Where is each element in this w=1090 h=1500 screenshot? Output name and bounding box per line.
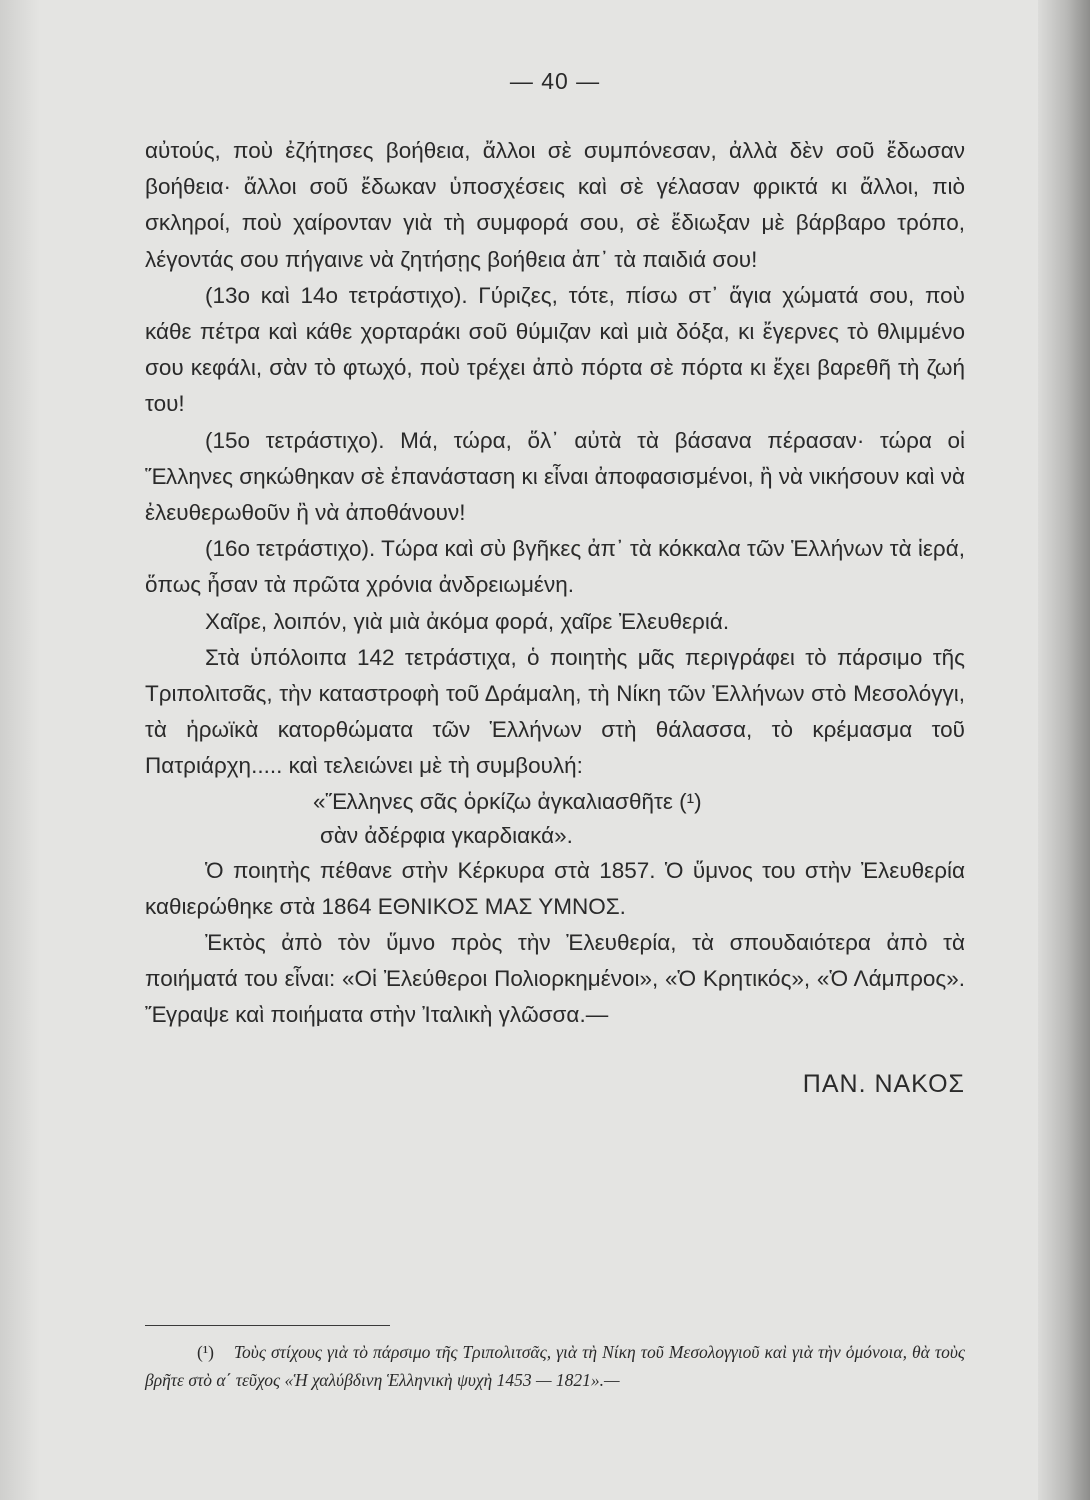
paragraph-3: (15ο τετράστιχο). Μά, τώρα, ὅλ᾽ αὐτὰ τὰ βάσανα πέρασαν· τώρα οἱ Ἕλληνες σηκώθηκαν σὲ ἐπανάσταση κι εἶναι ἀποφασισμένοι, ἢ νὰ νικήσουν καὶ νὰ ἐλευθερωθοῦν ἢ νὰ ἀποθάνουν! <box>145 427 965 526</box>
paragraph-6: Στὰ ὑπόλοιπα 142 τετράστιχα, ὁ ποιητὴς μᾶς περιγράφει τὸ πάρσιμο τῆς Τριπολιτσᾶς, τὴν καταστροφὴ τοῦ Δράμαλη, τὴ Νίκη τῶν Ἑλλήνων στὸ Μεσολόγγι, τὰ ἡρωϊκὰ κατορθώματα τῶν Ἑλλήνων στὴ θάλασσα, τὸ κρέμασμα τοῦ Πατριάρχη..... καὶ τελειώνει μὲ τὴ συμβουλή: <box>145 644 965 779</box>
footnote-text: Τοὺς στίχους γιὰ τὸ πάρσιμο τῆς Τριπολιτσᾶς, γιὰ τὴ Νίκη τοῦ Μεσολογγιοῦ καὶ γιὰ τὴν ὁμόνοια, θὰ τοὺς βρῆτε στὸ α΄ τεῦχος «Ἡ χαλύβδινη Ἑλληνικὴ ψυχὴ 1453 — 1821».— <box>145 1342 965 1390</box>
paragraph-7: Ὁ ποιητὴς πέθανε στὴν Κέρκυρα στὰ 1857. Ὁ ὕμνος του στὴν Ἐλευθερία καθιερώθηκε στὰ 1864 ΕΘΝΙΚΟΣ ΜΑΣ ΥΜΝΟΣ. <box>145 857 965 919</box>
paragraph-4: (16ο τετράστιχο). Τώρα καὶ σὺ βγῆκες ἀπ᾽ τὰ κόκκαλα τῶν Ἑλλήνων τὰ ἱερά, ὅπως ἦσαν τὰ πρῶτα χρόνια ἀνδρειωμένη. <box>145 536 965 598</box>
author-signature: ΠΑΝ. ΝΑΚΟΣ <box>802 1069 965 1098</box>
page-left-shadow <box>0 0 40 1500</box>
paragraph-1: αὐτούς, ποὺ ἐζήτησες βοήθεια, ἄλλοι σὲ συμπόνεσαν, ἀλλὰ δὲν σοῦ ἔδωσαν βοήθεια· ἄλλοι σοῦ ἔδωκαν ὑποσχέσεις καὶ σὲ γέλασαν φρικτά κι ἄλλοι, πιὸ σκληροί, ποὺ χαίρονταν γιὰ τὴ συμφορά σου, σὲ ἔδιωξαν μὲ βάρβαρο τρόπο, λέγοντάς σου πήγαινε νὰ ζητήσῃς βοήθεια ἀπ᾽ τὰ παιδιά σου! <box>145 138 965 272</box>
paragraph-2: (13ο καὶ 14ο τετράστιχο). Γύριζες, τότε, πίσω στ᾽ ἅγια χώματά σου, ποὺ κάθε πέτρα καὶ κάθε χορταράκι σοῦ θύμιζαν καὶ μιὰ δόξα, κι ἔγερνες τὸ θλιμμένο σου κεφάλι, σὰν τὸ φτωχό, ποὺ τρέχει ἀπὸ πόρτα σὲ πόρτα κι ἔχει βαρεθῆ τὴ ζωή του! <box>145 282 965 417</box>
paragraph-8: Ἐκτὸς ἀπὸ τὸν ὕμνο πρὸς τὴν Ἐλευθερία, τὰ σπουδαιότερα ἀπὸ τὰ ποιήματά του εἶναι: «Οἱ Ἐλεύθεροι Πολιορκημένοι», «Ὁ Κρητικός», «Ὁ Λάμπρος». Ἔγραψε καὶ ποιήματα στὴν Ἰταλικὴ γλῶσσα.— <box>145 930 965 1028</box>
page-number: — 40 — <box>509 68 601 94</box>
footnote-mark: (¹) <box>197 1342 214 1362</box>
footnote <box>145 1338 965 1394</box>
page-binding-edge <box>1038 0 1090 1500</box>
verse-line-2: σὰν ἀδέρφια γκαρδιακά». <box>320 822 573 848</box>
verse-line-1: «Ἕλληνες σᾶς ὁρκίζω ἀγκαλιασθῆτε (¹) <box>313 788 702 814</box>
paragraph-5: Χαῖρε, λοιπόν, γιὰ μιὰ ἀκόμα φορά, χαῖρε Ἐλευθεριά. <box>205 608 730 634</box>
footnote-divider <box>145 1325 390 1326</box>
body-text <box>145 133 965 1099</box>
